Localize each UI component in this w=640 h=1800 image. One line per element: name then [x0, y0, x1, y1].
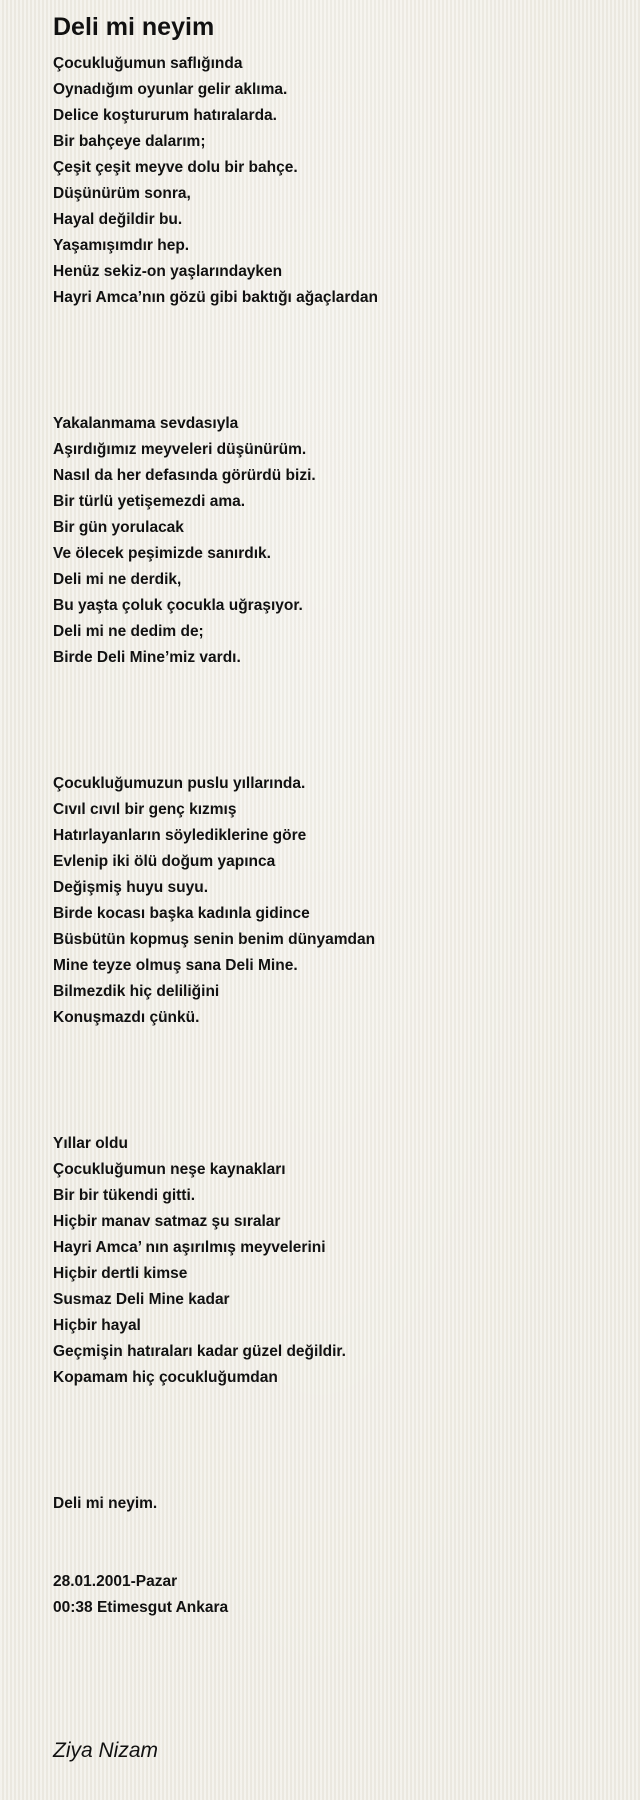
poem-line: Delice koştururum hatıralarda.	[53, 107, 277, 124]
poem-line: Henüz sekiz-on yaşlarındayken	[53, 263, 283, 280]
poem-line: Düşünürüm sonra,	[53, 185, 191, 202]
poem-line: Oynadığım oyunlar gelir aklıma.	[53, 81, 288, 98]
poem-line: Birde kocası başka kadınla gidince	[53, 905, 310, 922]
poem-line: Cıvıl cıvıl bir genç kızmış	[53, 801, 237, 818]
poem-line: Ve ölecek peşimizde sanırdık.	[53, 545, 271, 562]
stanza-4	[53, 1131, 346, 1391]
poem-line: Çocukluğumuzun puslu yıllarında.	[53, 775, 306, 792]
poem-line: Hiçbir dertli kimse	[53, 1265, 188, 1282]
poem-line: Deli mi neyim.	[53, 1495, 158, 1512]
poem-line: Hayal değildir bu.	[53, 211, 183, 228]
poem-date: 28.01.2001-Pazar	[53, 1573, 178, 1590]
poem-title: Deli mi neyim	[53, 13, 215, 41]
poem-line: Birde Deli Mine’miz vardı.	[53, 649, 241, 666]
poem-line: Bilmezdik hiç deliliğini	[53, 983, 220, 1000]
poem-line: Hiçbir manav satmaz şu sıralar	[53, 1213, 281, 1230]
poem-line: Mine teyze olmuş sana Deli Mine.	[53, 957, 298, 974]
poem-line: Yakalanmama sevdasıyla	[53, 415, 239, 432]
poem-line: Susmaz Deli Mine kadar	[53, 1291, 230, 1308]
poem-line: Bu yaşta çoluk çocukla uğraşıyor.	[53, 597, 303, 614]
poem-line: Bir bir tükendi gitti.	[53, 1187, 196, 1204]
poem-line: Çeşit çeşit meyve dolu bir bahçe.	[53, 159, 298, 176]
poem-line: Bir bahçeye dalarım;	[53, 133, 206, 150]
poem-author: Ziya Nizam	[53, 1739, 159, 1762]
poem-line: Geçmişin hatıraları kadar güzel değildir.	[53, 1343, 346, 1360]
stanza-1	[53, 51, 378, 311]
poem-time-place: 00:38 Etimesgut Ankara	[53, 1599, 229, 1616]
poem-line: Hatırlayanların söylediklerine göre	[53, 827, 307, 844]
poem-line: Deli mi ne dedim de;	[53, 623, 204, 640]
stanza-3	[53, 771, 375, 1031]
poem-line: Değişmiş huyu suyu.	[53, 879, 209, 896]
poem-line: Bir türlü yetişemezdi ama.	[53, 493, 246, 510]
poem-line: Bir gün yorulacak	[53, 519, 184, 536]
poem-line: Nasıl da her defasında görürdü bizi.	[53, 467, 316, 484]
stanza-2	[53, 411, 316, 671]
poem-line: Büsbütün kopmuş senin benim dünyamdan	[53, 931, 376, 948]
date-place	[53, 1569, 228, 1621]
poem-line: Konuşmazdı çünkü.	[53, 1009, 200, 1026]
poem-line: Evlenip iki ölü doğum yapınca	[53, 853, 276, 870]
poem-line: Yaşamışımdır hep.	[53, 237, 190, 254]
poem-line: Çocukluğumun neşe kaynakları	[53, 1161, 286, 1178]
poem-line: Deli mi ne derdik,	[53, 571, 182, 588]
poem-line: Hiçbir hayal	[53, 1317, 141, 1334]
poem-line: Aşırdığımız meyveleri düşünürüm.	[53, 441, 307, 458]
poem-line: Çocukluğumun saflığında	[53, 55, 243, 72]
closing-line	[53, 1491, 157, 1517]
poem-line: Hayri Amca’nın gözü gibi baktığı ağaçlardan	[53, 289, 378, 306]
poem-line: Hayri Amca’ nın aşırılmış meyvelerini	[53, 1239, 326, 1256]
poem-line: Yıllar oldu	[53, 1135, 128, 1152]
poem-line: Kopamam hiç çocukluğumdan	[53, 1369, 278, 1386]
